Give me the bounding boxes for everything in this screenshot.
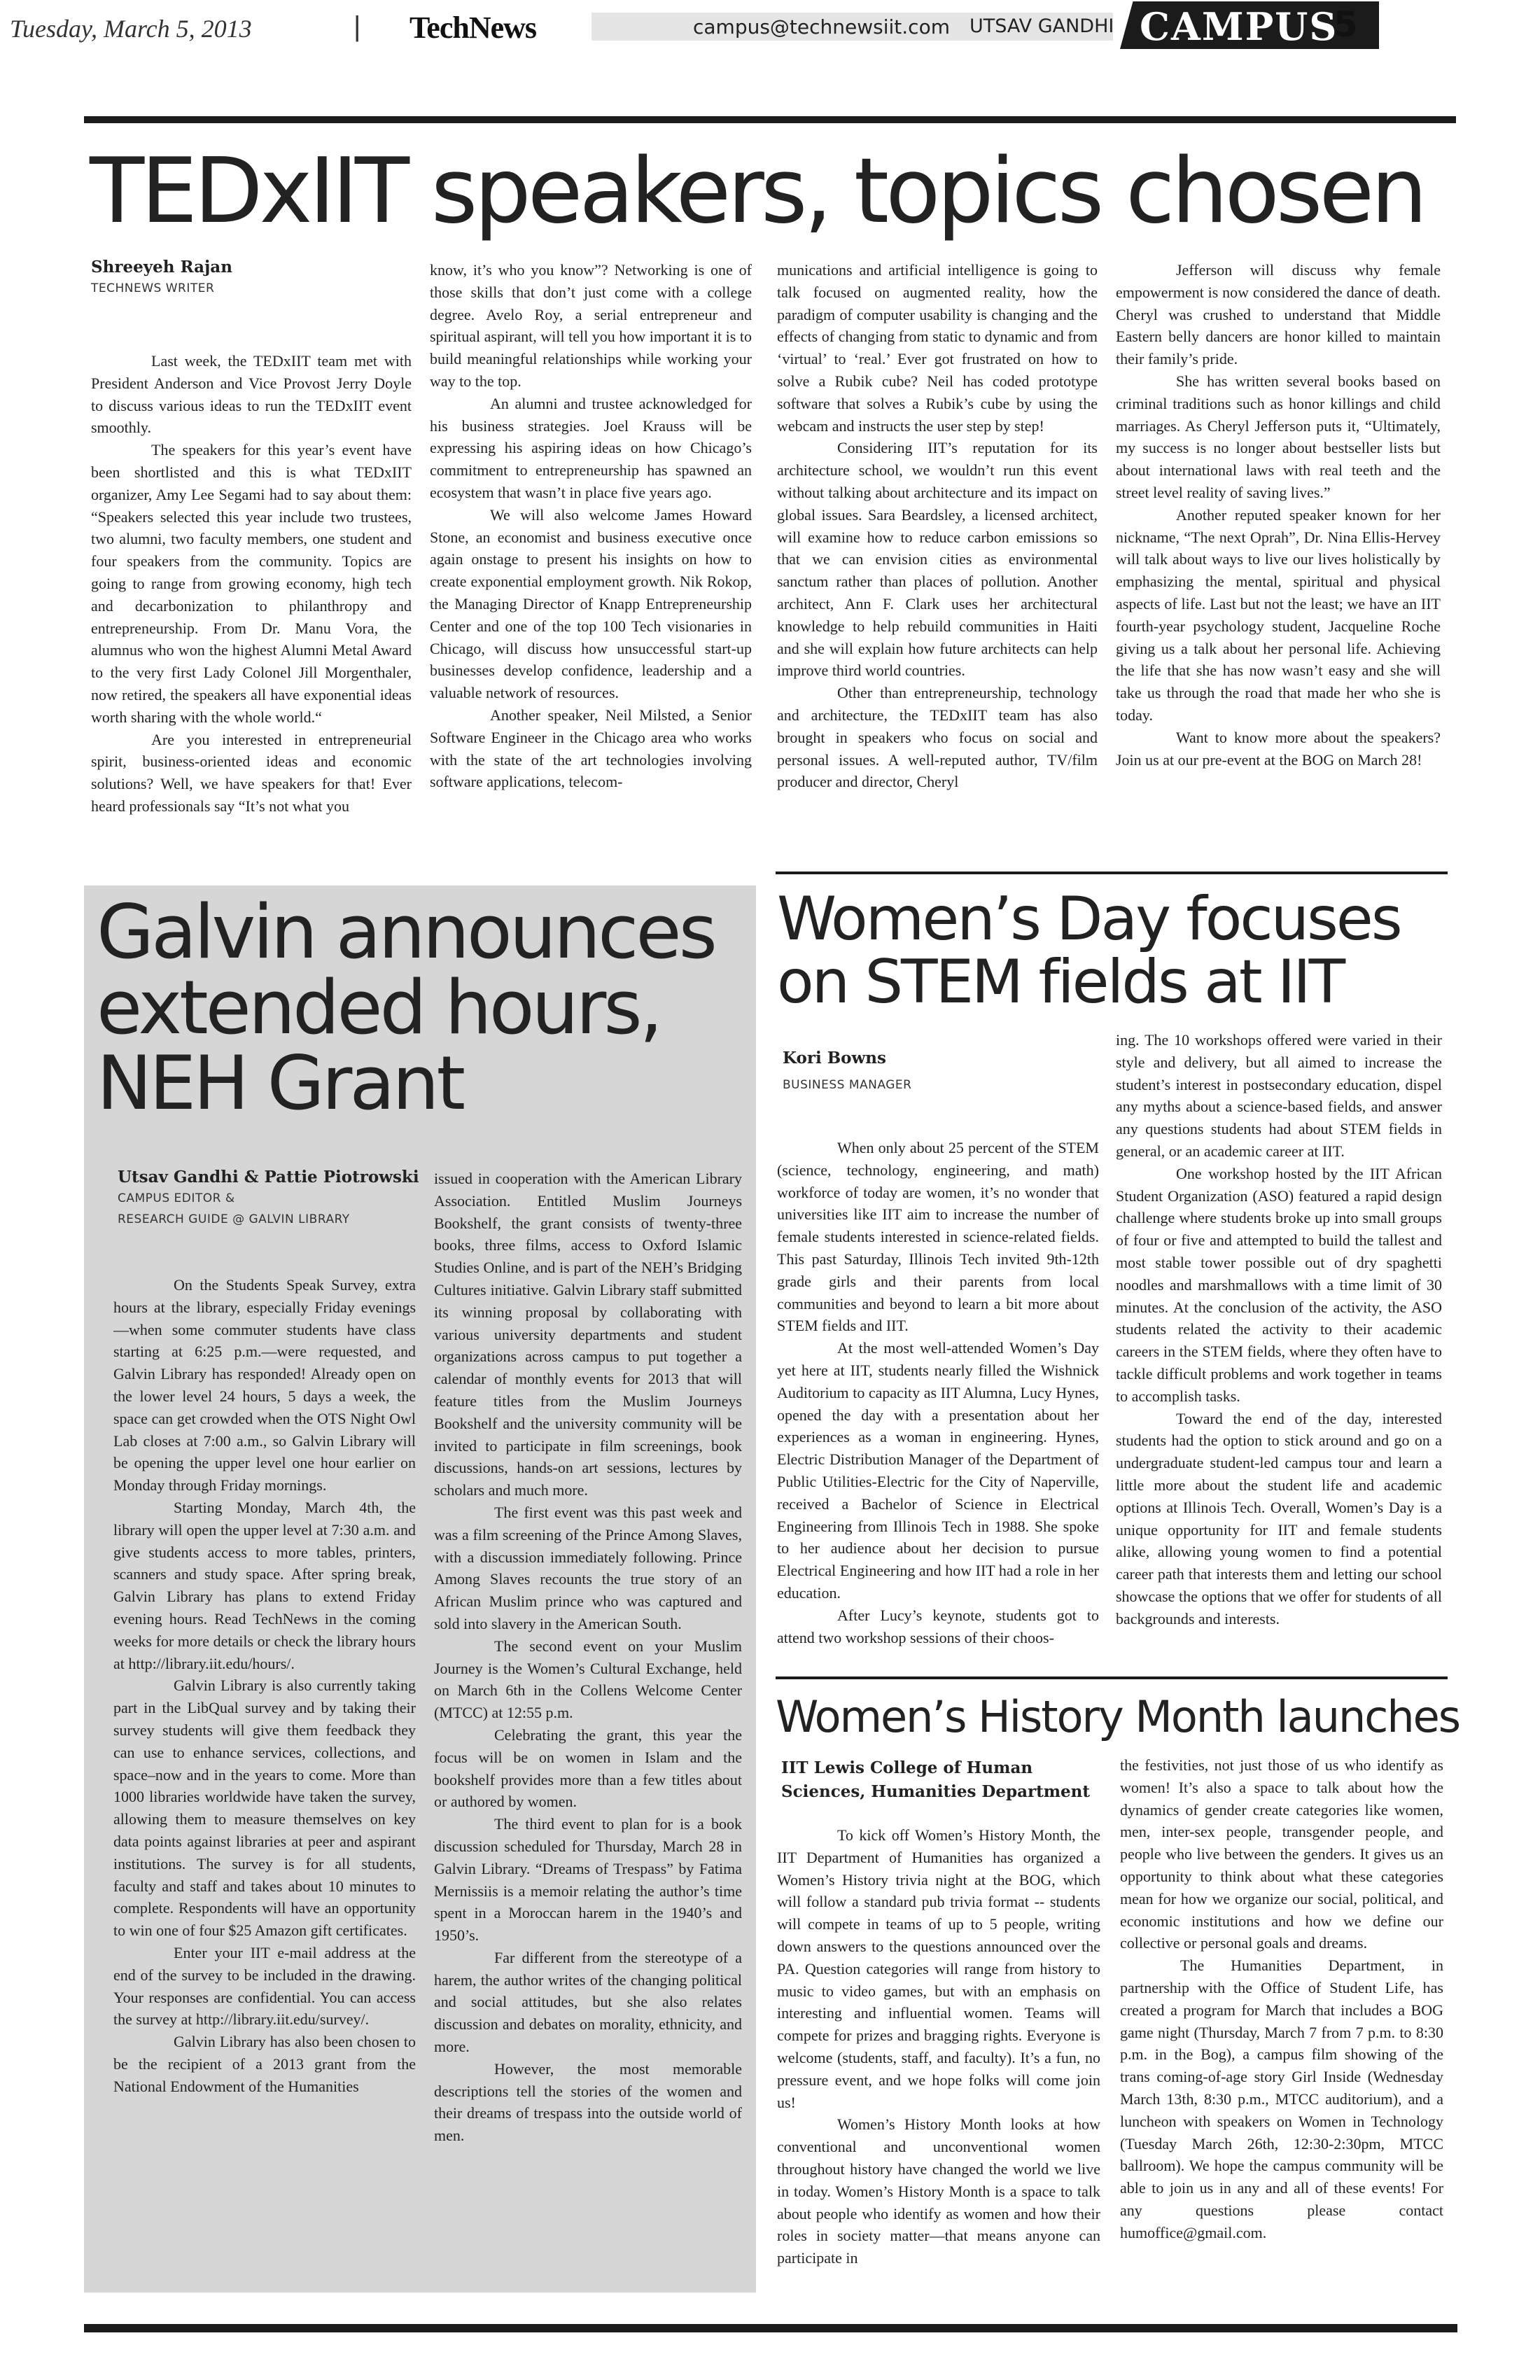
paragraph: When only about 25 percent of the STEM (science, technology, engineering, and math) workforce of today are women, it’s no wonder that universities like IIT aim to increase the number of female students interested in science-related fields. This past Saturday, Illinois Tech invited 9th-12th grade girls and their parents from local communities and beyond to learn a bit more about STEM fields and IIT. [777,1139,1099,1335]
womens-day-author: Kori Bowns [783,1049,886,1068]
header-separator: | [354,11,361,42]
paragraph: Starting Monday, March 4th, the library will open the upper level at 7:30 a.m. and give students access to more tables, printers, scanners and study space. After spring break, Galvin Library has plans to extend Friday evening hours. Read TechNews in the coming weeks for more details or check the library hours at http://library.iit.edu/hours/. [113,1498,416,1672]
ted-bottom-rule [776,872,1448,874]
paragraph: the festivities, not just those of us who identify as women! It’s also a space to talk about how the dynamics of gender create categories like women, men, inter-sex people, transgender people, and people who live between the genders. It gives us an opportunity to think about what these categories mean for how we organize our social, political, and economic institutions and how we define our collective or personal goals and dreams. [1120,1756,1443,1952]
womens-day-column-1 [777,1137,1099,1669]
paragraph: Want to know more about the speakers? Join us at our pre-event at the BOG on March 28! [1116,728,1441,769]
paragraph: The Humanities Department, in partnership with the Office of Student Life, has created a program for March that includes a BOG game night (Thursday, March 7 from 7 p.m. to 8:30 p.m. in the Bog), a campus film showing of the trans coming-of-age story Girl Inside (Wednesday March 13th, 8:30 p.m., MTCC auditorium), and a luncheon with speakers on Women in Technology (Tuesday March 26th, 12:30-2:30pm, MTCC ballroom). We hope the campus community will be able to join us in any and all of these events! For any questions please contact humoffice@gmail.com. [1120,1956,1443,2241]
ted-column-4 [1116,259,1441,862]
womens-day-headline: Women’s Day focuses on STEM fields at IIT [777,884,1401,1018]
technews-logo: TechNews [410,10,537,45]
history-author-line-2: Sciences, Humanities Department [781,1782,1091,1801]
paragraph: The second event on your Muslim Journey is the Women’s Cultural Exchange, held on March 6th in the Collens Welcome Center (MTCC) at 12:55 p.m. [434,1637,742,1722]
paragraph: know, it’s who you know”? Networking is one of those skills that don’t just come with a college degree. Avelo Roy, a serial entrepreneur and spiritual aspirant, will tell you how important it is to build meaningful relationships while working your way to the top. [430,261,752,390]
ted-column-1 [91,350,412,861]
paragraph: After Lucy’s keynote, students got to attend two workshop sessions of their choos- [777,1606,1099,1646]
paragraph: The third event to plan for is a book discussion scheduled for Thursday, March 28 in Galvin Library. “Dreams of Trespass” by Fatima Mernissiis is a memoir relating the author’s time spent in a Moroccan harem in the 1940’s and 1950’s. [434,1815,742,1945]
paragraph: ing. The 10 workshops offered were varied in their style and delivery, but all aimed to increase the student’s interest in postsecondary education, dispel any myths about a science-based fields, and answer any questions students had about STEM fields in general, or an academic career at IIT. [1116,1031,1442,1160]
issue-date: Tuesday, March 5, 2013 [10,15,252,43]
paragraph: Considering IIT’s reputation for its architecture school, we wouldn’t run this event without talking about architecture and its impact on global issues. Sara Beardsley, a licensed architect, will examine how to reduce carbon emissions so that we can envision cities as environmental sanctum rather than places of pollution. Another architect, Ann F. Clark uses her architectural knowledge to help rebuild communities in Haiti and she will explain how future architects can help improve third world countries. [777,439,1098,680]
paragraph: Galvin Library is also currently taking part in the LibQual survey and by taking their survey students will give them feedback they can use to enhance services, collections, and space–now and in the years to come. More than 1000 libraries worldwide have taken the survey, allowing them to measure themselves on key data points against libraries at peer and aspirant institutions. The survey is for all students, faculty and staff and takes about 10 minutes to complete. Respondents will have an opportunity to win one of four $25 Amazon gift certificates. [113,1676,416,1940]
galvin-authors: Utsav Gandhi & Pattie Piotrowski [118,1168,419,1186]
paragraph: Far different from the stereotype of a harem, the author writes of the changing political and social attitudes, but she also relates discussion and debates on morality, ethnicity, and more. [434,1948,742,2056]
paragraph: Are you interested in entrepreneurial spirit, business-oriented ideas and economic solutions? Well, we have speakers for that! Ever heard professionals say “It’s not what you [91,730,412,815]
history-column-2 [1120,1754,1443,2314]
paragraph: Other than entrepreneurship, technology and architecture, the TEDxIIT team has also brought in speakers who focus on social and personal issues. A well-reputed author, TV/film producer and director, Cheryl [777,684,1098,791]
footer-rule [84,2324,1457,2332]
womens-day-column-2 [1116,1029,1442,1669]
paragraph: An alumni and trustee acknowledged for his business strategies. Joel Krauss will be expressing his aspiring ideas on how Chicago’s commitment to entrepreneurship has spawned an ecosystem that wasn’t in place five years ago. [430,394,752,501]
paragraph: She has written several books based on criminal traditions such as honor killings and child marriages. As Cheryl Jefferson puts it, “Ultimately, my success is no longer about bestseller lists but about international laws with real teeth and the street level reality of saving lives.” [1116,372,1441,501]
paragraph: munications and artificial intelligence is going to talk focused on augmented reality, how the paradigm of computer usability is changing and the effects of changing from static to dynamic and from ‘virtual’ to ‘real.’ Ever got frustrated on how to solve a Rubik cube? Neil has coded prototype software that solves a Rubik’s cube by using the webcam and instructs the user step by step! [777,261,1098,435]
galvin-headline: Galvin announces extended hours, NEH Grant [97,889,715,1127]
paragraph: Women’s History Month looks at how conventional and unconventional women throughout history have changed the world we live in today. Women’s History Month is a space to talk about people who identify as women and how their roles in society matter—that means anyone can participate in [777,2115,1100,2267]
ted-column-3 [777,259,1098,862]
galvin-column-1 [113,1274,416,2282]
galvin-role-line-2: RESEARCH GUIDE @ GALVIN LIBRARY [118,1212,350,1226]
paragraph: Jefferson will discuss why female empowerment is now considered the dance of death. Cheryl was crushed to understand that Middle Eastern belly dancers are honor killed to maintain their family’s pride. [1116,261,1441,368]
history-column-1 [777,1824,1100,2314]
womens-day-author-role: BUSINESS MANAGER [783,1078,912,1092]
paragraph: Another reputed speaker known for her nickname, “The next Oprah”, Dr. Nina Ellis-Hervey will talk about ways to live our lives holistically by emphasizing the mental, spiritual and physical aspects of life. Last but not the least; we have an IIT fourth-year psychology student, Jacqueline Roche giving us a talk about her personal life. Achieving the life that she has now wasn’t easy and she will take us through the road that made her who she is today. [1116,505,1441,724]
paragraph: Last week, the TEDxIIT team met with President Anderson and Vice Provost Jerry Doyle to discuss various ideas to run the TEDxIIT event smoothly. [91,352,412,437]
paragraph: Enter your IIT e-mail address at the end of the survey to be included in the drawing. Your responses are confidential. You can access the survey at http://library.iit.edu/survey/. [113,1943,416,2029]
section-name: CAMPUS [1140,4,1338,49]
ted-author-role: TECHNEWS WRITER [91,281,215,295]
galvin-column-2 [434,1168,742,2282]
ted-column-2 [430,259,752,862]
section-email[interactable]: campus@technewsiit.com [693,15,950,38]
page-header [84,67,1460,120]
paragraph: Another speaker, Neil Milsted, a Senior Software Engineer in the Chicago area who works with the state of the art technologies involving software applications, telecom- [430,706,752,791]
paragraph: Toward the end of the day, interested students had the option to stick around and go on a undergraduate student-led campus tour and learn a little more about the student life and academic options at Illinois Tech. Overall, Women’s Day is a unique opportunity for IIT and female students alike, allowing young women to find a potential career path that interests them and letting our school showcase the options that we offer for students of all backgrounds and interests. [1116,1409,1442,1628]
paragraph: One workshop hosted by the IIT African Student Organization (ASO) featured a rapid design challenge where students broke up into small groups of four or five and attempted to build the tallest and most stable tower possible out of dry spaghetti noodles and marshmallows with a time limit of 30 minutes. At the conclusion of the activity, the ASO students related the activity to their academic careers in the STEM fields, where they often have to tackle difficult problems and work together in teams to accomplish tasks. [1116,1164,1442,1405]
paragraph: Celebrating the grant, this year the focus will be on women in Islam and the bookshelf provides more than a few titles about or authored by women. [434,1726,742,1811]
paragraph: Galvin Library has also been chosen to be the recipient of a 2013 grant from the National Endowment of the Humanities [113,2033,416,2095]
ted-author: Shreeyeh Rajan [91,258,232,276]
history-author-line-1: IIT Lewis College of Human [781,1758,1033,1777]
history-month-headline: Women’s History Month launches [776,1691,1460,1742]
page-number: 5 [1334,4,1358,45]
paragraph: The first event was this past week and was a film screening of the Prince Among Slaves, with a discussion immediately following. Prince Among Slaves recounts the true story of an African Muslim prince who was captured and sold into slavery in the American South. [434,1503,742,1632]
paragraph: We will also welcome James Howard Stone, an economist and business executive once again onstage to present his insights on how to create exponential employment growth. Nik Rokop, the Managing Director of Knapp Entrepreneurship Center and one of the top 100 Tech visionaries in Chicago, will discuss how unsuccessful start-up businesses develop confidence, leadership and a valuable network of resources. [430,505,752,702]
paragraph: issued in cooperation with the American Library Association. Entitled Muslim Journeys Bookshelf, the grant consists of twenty-three books, three films, access to Oxford Islamic Studies Online, and is part of the NEH’s Bridging Cultures initiative. Galvin Library staff submitted its winning proposal by collaborating with various university departments and student organizations across campus to put together a calendar of monthly events for 2013 that will feature titles from the Muslim Journeys Bookshelf and the university community will be invited to participate in film screenings, book discussions, hands-on art sessions, lectures by scholars and much more. [434,1170,742,1499]
galvin-role-line-1: CAMPUS EDITOR & [118,1191,235,1205]
section-editor: UTSAV GANDHI [969,15,1114,37]
paragraph: To kick off Women’s History Month, the IIT Department of Humanities has organized a Women’s History trivia night at the BOG, which will follow a standard pub trivia format -- students will compete in teams of up to 5 people, writing down answers to the questions announced over the PA. Question categories will range from history to music to video games, but with an emphasis on interesting and influential women. Teams will compete for prizes and bragging rights. Everyone is welcome (students, staff, and faculty). It’s a fun, no pressure event, and we hope folks will come join us! [777,1826,1100,2111]
header-rule [84,116,1456,123]
paragraph: The speakers for this year’s event have been shortlisted and this is what TEDxIIT organizer, Amy Lee Segami had to say about them: “Speakers selected this year include two trustees, two alumni, two faculty members, one student and four speakers from the community. Topics are going to range from growing economy, high tech and decarbonization to philanthropy and entrepreneurship. From Dr. Manu Vora, the alumnus who won the highest Alumni Metal Award to the very first Lady Colonel Jill Morgenthaler, now retired, the speakers all have exponential ideas worth sharing with the whole world.“ [91,441,412,726]
ted-headline: TEDxIIT speakers, topics chosen [90,139,1424,244]
paragraph: At the most well-attended Women’s Day yet here at IIT, students nearly filled the Wishnick Auditorium to capacity as IIT Alumna, Lucy Hynes, opened the day with a presentation about her experiences as a woman in engineering. Hynes, Electric Distribution Manager of the Department of Public Utilities-Electric for the City of Naperville, received a Bachelor of Science in Electrical Engineering from Illinois Tech in 1988. She spoke to her audience about her decision to pursue Electrical Engineering and how IIT had a role in her education. [777,1339,1099,1602]
womens-day-bottom-rule [776,1676,1448,1679]
paragraph: However, the most memorable descriptions tell the stories of the women and their dreams of trespass into the outside world of men. [434,2059,742,2145]
paragraph: On the Students Speak Survey, extra hours at the library, especially Friday evenings—when some commuter students have class starting at 6:25 p.m.—were requested, and Galvin Library has responded! Already open on the lower level 24 hours, 5 days a week, the space can get crowded when the OTS Night Owl Lab closes at 7:00 a.m., so Galvin Library will be opening the upper level one hour earlier on Monday through Friday mornings. [113,1276,416,1494]
